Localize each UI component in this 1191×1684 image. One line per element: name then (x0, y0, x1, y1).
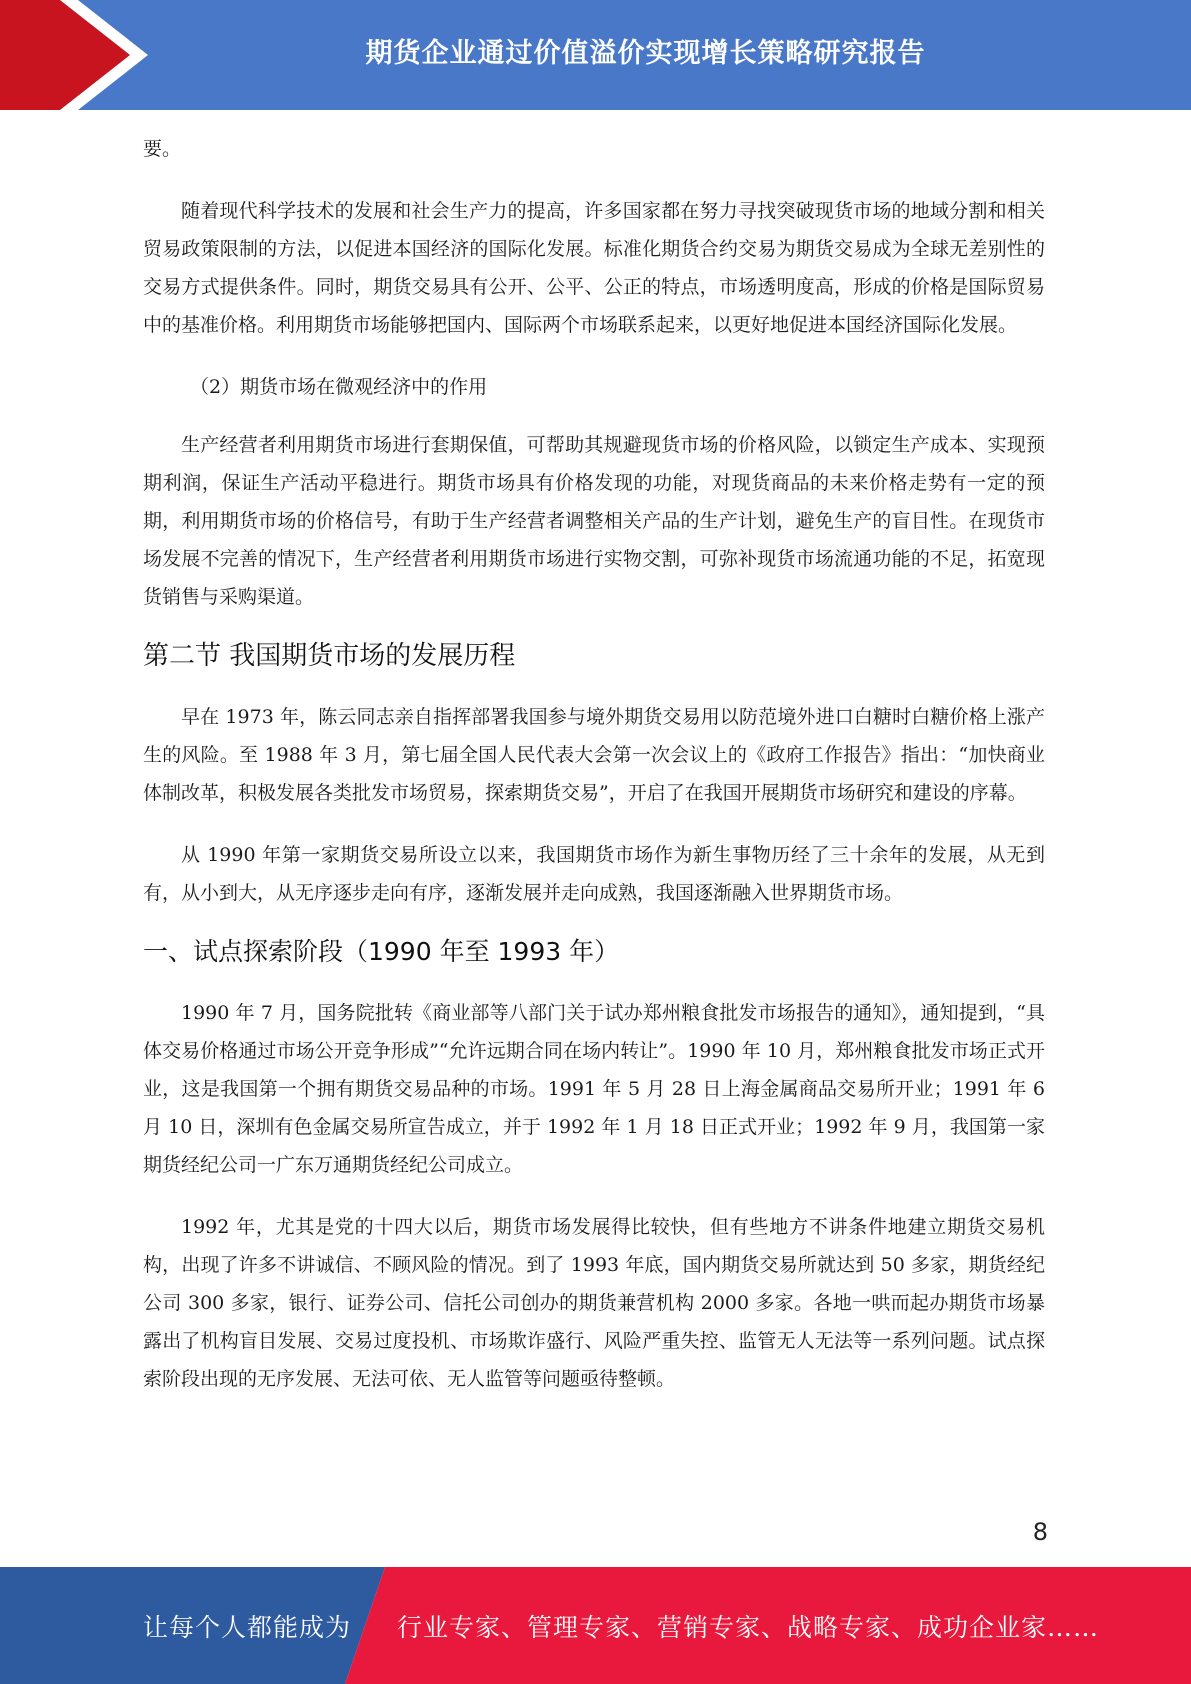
paragraph-hedging: 生产经营者利用期货市场进行套期保值，可帮助其规避现货市场的价格风险，以锁定生产成本、实现预期利润，保证生产活动平稳进行。期货市场具有价格发现的功能，对现货商品的未来价格走势有一定的预期，利用期货市场的价格信号，有助于生产经营者调整相关产品的生产计划，避免生产的盲目性。在现货市场发展不完善的情况下，生产经营者利用期货市场进行实物交割，可弥补现货市场流通功能的不足，拓宽现货销售与采购渠道。 (143, 434, 1045, 608)
document-body (143, 130, 1045, 1422)
section-heading: 第二节 我国期货市场的发展历程 (143, 641, 516, 671)
report-title: 期货企业通过价值溢价实现增长策略研究报告 (365, 37, 926, 69)
stage-heading: 一、试点探索阶段（1990 年至 1993 年） (143, 937, 620, 966)
page-number: 8 (1032, 1518, 1048, 1546)
paragraph-history-1973: 早在 1973 年，陈云同志亲自指挥部署我国参与境外期货交易用以防范境外进口白糖时白糖价格上涨产生的风险。至 1988 年 3 月，第七届全国人民代表大会第一次会议上的《政府工作报告》指出：“加快商业体制改革，积极发展各类批发市场贸易，探索期货交易”，开启了在我国开展期货市场研究和建设的序幕。 (143, 706, 1045, 804)
sub-heading-micro-economy: （2）期货市场在微观经济中的作用 (190, 376, 488, 398)
paragraph-internationalization: 随着现代科学技术的发展和社会生产力的提高，许多国家都在努力寻找突破现货市场的地域分割和相关贸易政策限制的方法，以促进本国经济的国际化发展。标准化期货合约交易为期货交易成为全球无差别性的交易方式提供条件。同时，期货交易具有公开、公平、公正的特点，市场透明度高，形成的价格是国际贸易中的基准价格。利用期货市场能够把国内、国际两个市场联系起来，以更好地促进本国经济国际化发展。 (143, 200, 1045, 336)
paragraph-history-1990: 从 1990 年第一家期货交易所设立以来，我国期货市场作为新生事物历经了三十余年的发展，从无到有，从小到大，从无序逐步走向有序，逐渐发展并走向成熟，我国逐渐融入世界期货市场。 (143, 844, 1045, 904)
paragraph-disorder-issues: 1992 年，尤其是党的十四大以后，期货市场发展得比较快，但有些地方不讲条件地建立期货交易机构，出现了许多不讲诚信、不顾风险的情况。到了 1993 年底，国内期货交易所就达到 50 多家，期货经纪公司 300 多家，银行、证券公司、信托公司创办的期货兼营机构 2000 多家。各地一哄而起办期货市场暴露出了机构盲目发展、交易过度投机、市场欺诈盛行、风险严重失控、监管无人无法等一系列问题。试点探索阶段出现的无序发展、无法可依、无人监管等问题亟待整顿。 (143, 1216, 1045, 1390)
footer-slogan-right: 行业专家、管理专家、营销专家、战略专家、成功企业家…… (397, 1612, 1100, 1642)
page-footer (0, 1567, 1191, 1684)
header-arrow-decoration (0, 0, 160, 110)
footer-slogan-left: 让每个人都能成为 (143, 1612, 352, 1642)
paragraph-pilot-stage: 1990 年 7 月，国务院批转《商业部等八部门关于试办郑州粮食批发市场报告的通知》，通知提到，“具体交易价格通过市场公开竞争形成”“允许远期合同在场内转让”。1990 年 10 月，郑州粮食批发市场正式开业，这是我国第一个拥有期货交易品种的市场。1991 年 5 月 28 日上海金属商品交易所开业；1991 年 6 月 10 日，深圳有色金属交易所宣告成立，并于 1992 年 1 月 18 日正式开业；1992 年 9 月，我国第一家期货经纪公司一广东万通期货经纪公司成立。 (143, 1002, 1045, 1176)
paragraph-fragment: 要。 (143, 138, 182, 160)
page-header (0, 0, 1191, 110)
